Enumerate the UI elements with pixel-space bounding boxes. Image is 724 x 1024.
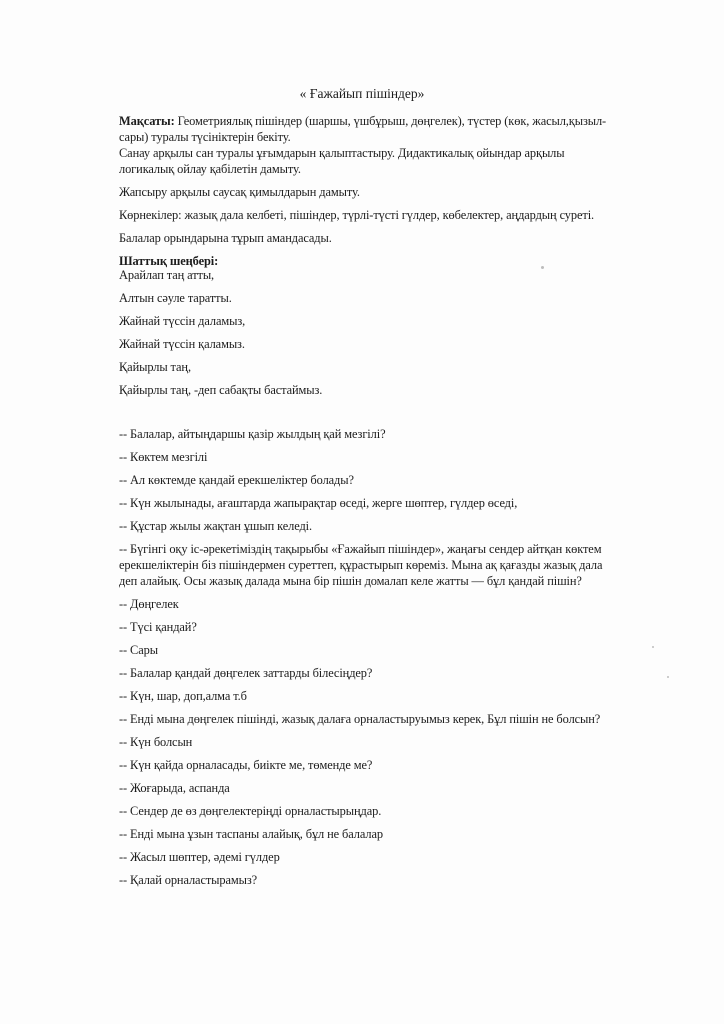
dialogue-line: -- Жоғарыда, аспанда <box>119 781 230 795</box>
dialogue-line: -- Енді мына ұзын таспаны алайық, бұл не балалар <box>119 827 383 841</box>
scan-speck <box>667 676 669 678</box>
goal-line-3: Санау арқылы сан туралы ұғымдарын қалыптастыру. Дидактикалық ойындар арқылы <box>119 146 565 160</box>
applique-paragraph: Жапсыру арқылы саусақ қимылдарын дамыту. <box>119 185 360 199</box>
poem-line: Жайнай түссін қаламыз. <box>119 337 245 351</box>
greeting-paragraph: Балалар орындарына тұрып амандасады. <box>119 231 332 245</box>
goal-line-2: сары) туралы түсініктерін бекіту. <box>119 130 291 144</box>
dialogue-line: -- Ал көктемде қандай ерекшеліктер болады? <box>119 473 354 487</box>
scan-speck <box>541 266 544 269</box>
page-title: « Ғажайып пішіндер» <box>299 86 425 101</box>
poem-line: Алтын сәуле таратты. <box>119 291 232 305</box>
dialogue-line: -- Қалай орналастырамыз? <box>119 873 258 887</box>
dialogue-line: -- Дөңгелек <box>119 597 179 611</box>
dialogue-line: -- Күн болсын <box>119 735 193 749</box>
topic-line-2: ерекшеліктерін біз пішіндермен суреттеп, құрастырып көреміз. Мына ақ қағазды жазық дала <box>119 558 603 572</box>
dialogue-line: -- Енді мына дөңгелек пішінді, жазық далаға орналастыруымыз керек, Бұл пішін не болсын? <box>119 712 601 726</box>
dialogue-line: -- Сендер де өз дөңгелектеріңді орналастырыңдар. <box>119 804 382 818</box>
topic-line-1: -- Бүгінгі оқу іс-әрекетіміздің тақырыбы «Ғажайып пішіндер», жаңағы сендер айтқан көктем <box>119 542 602 556</box>
dialogue-line: -- Балалар, айтыңдаршы қазір жылдың қай мезгілі? <box>119 427 386 441</box>
dialogue-line: -- Түсі қандай? <box>119 620 197 634</box>
visuals-paragraph: Көрнекілер: жазық дала келбеті, пішіндер, түрлі-түсті гүлдер, көбелектер, аңдардың суреті. <box>119 208 595 222</box>
goal-label: Мақсаты: <box>119 114 175 128</box>
dialogue-line: -- Құстар жылы жақтан ұшып келеді. <box>119 519 312 533</box>
poem-line: Жайнай түссін даламыз, <box>119 314 246 328</box>
goal-text-1: Геометриялық пішіндер (шаршы, үшбұрыш, дөңгелек), түстер (көк, жасыл,қызыл- <box>174 114 607 128</box>
poem-line: Қайырлы таң, -деп сабақты бастаймыз. <box>119 383 323 397</box>
dialogue-line: -- Күн жылынады, ағаштарда жапырақтар өседі, жерге шөптер, гүлдер өседі, <box>119 496 518 510</box>
scan-speck <box>652 646 654 648</box>
goal-line-4: логикалық ойлау қабілетін дамыту. <box>119 162 301 176</box>
circle-label: Шаттық шеңбері: <box>119 254 219 268</box>
dialogue-line: -- Сары <box>119 643 158 657</box>
poem-line: Арайлап таң атты, <box>119 268 215 282</box>
dialogue-line: -- Күн қайда орналасады, биікте ме, төменде ме? <box>119 758 373 772</box>
dialogue-line: -- Жасыл шөптер, әдемі гүлдер <box>119 850 280 864</box>
dialogue-line: -- Балалар қандай дөңгелек заттарды білесіңдер? <box>119 666 373 680</box>
goal-line-1 <box>119 114 606 129</box>
dialogue-line: -- Көктем мезгілі <box>119 450 208 464</box>
poem-line: Қайырлы таң, <box>119 360 191 374</box>
topic-line-3: деп алайық. Осы жазық далада мына бір пішін домалап келе жатты — бұл қандай пішін? <box>119 574 582 588</box>
dialogue-line: -- Күн, шар, доп,алма т.б <box>119 689 247 703</box>
